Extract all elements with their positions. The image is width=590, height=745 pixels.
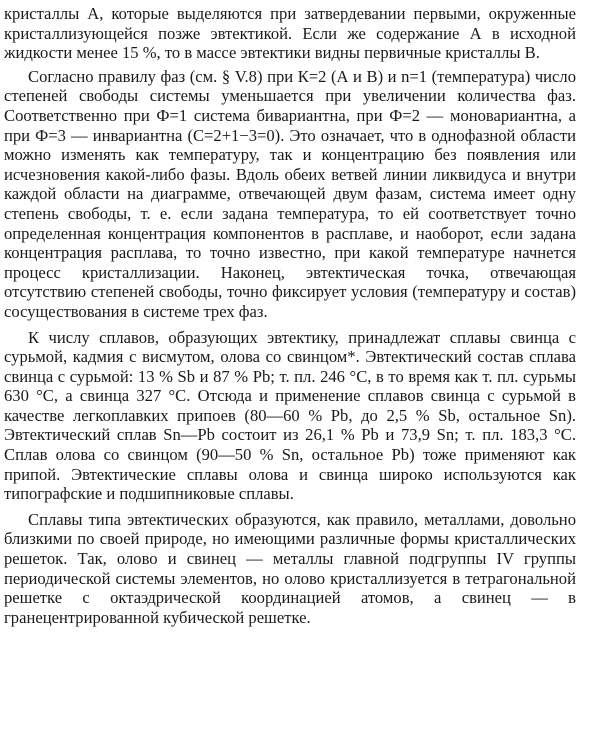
paragraph-eutectic-alloys: К числу сплавов, образующих эвтектику, принадлежат сплавы свинца с сурьмой, кадмия с висмутом, олова со свинцом*. Эвтектический состав сплава свинца с сурьмой: 13 % Sb и 87 % Pb; т. пл. 246 °С, в то время как т. пл. сурьмы 630 °С, а свинца 327 °С. Отсюда и применение сплавов свинца с сурьмой в качестве легкоплавких припоев (80—60 % Pb, до 2,5 % Sb, остальное Sn). Эвтектический сплав Sn—Pb состоит из 26,1 % Pb и 73,9 Sn; т. пл. 183,3 °С. Сплав олова со свинцом (90—50 % Sn, остальное Pb) тоже применяют как припой. Эвтектические сплавы олова и свинца широко используются как типографские и подшипниковые сплавы. [4,327,576,504]
paragraph-phase-rule: Согласно правилу фаз (см. § V.8) при К=2 (А и В) и n=1 (температура) число степеней свободы системы уменьшается при увеличении количества фаз. Соответственно при Ф=1 система бивариантна, при Ф=2 — моновариантна, а при Ф=3 — инвариантна (С=2+1−3=0). Это означает, что в однофазной области можно изменять как температуру, так и концентрацию без появления или исчезновения какой-либо фазы. Вдоль обеих ветвей линии ликвидуса и внутри каждой области на диаграмме, отвечающей двум фазам, система имеет одну степень свободы, т. е. если задана температура, то ей соответствует точно определенная концентрация компонентов в расплаве, и наоборот, если задана концентрация расплава, то точно известно, при какой температуре начнется процесс кристаллизации. Наконец, эвтектическая точка, отвечающая отсутствию степеней свободы, точно фиксирует условия (температуру и состав) сосуществования в системе трех фаз. [4,66,576,321]
paragraph-eutectic-crystals: кристаллы А, которые выделяются при затвердевании первыми, окруженные кристаллизующейся позже эвтектикой. Если же содержание А в исходной жидкости менее 15 %, то в массе эвтектики видны первичные кристаллы В. [4,4,576,63]
paragraph-alloy-formation: Сплавы типа эвтектических образуются, как правило, металлами, довольно близкими по своей природе, но имеющими различные формы кристаллических решеток. Так, олово и свинец — металлы главной подгруппы IV группы периодической системы элементов, но олово кристаллизуется в тетрагональной решетке с октаэдрической координацией атомов, а свинец — в гранецентрированной кубической решетке. [4,509,576,627]
